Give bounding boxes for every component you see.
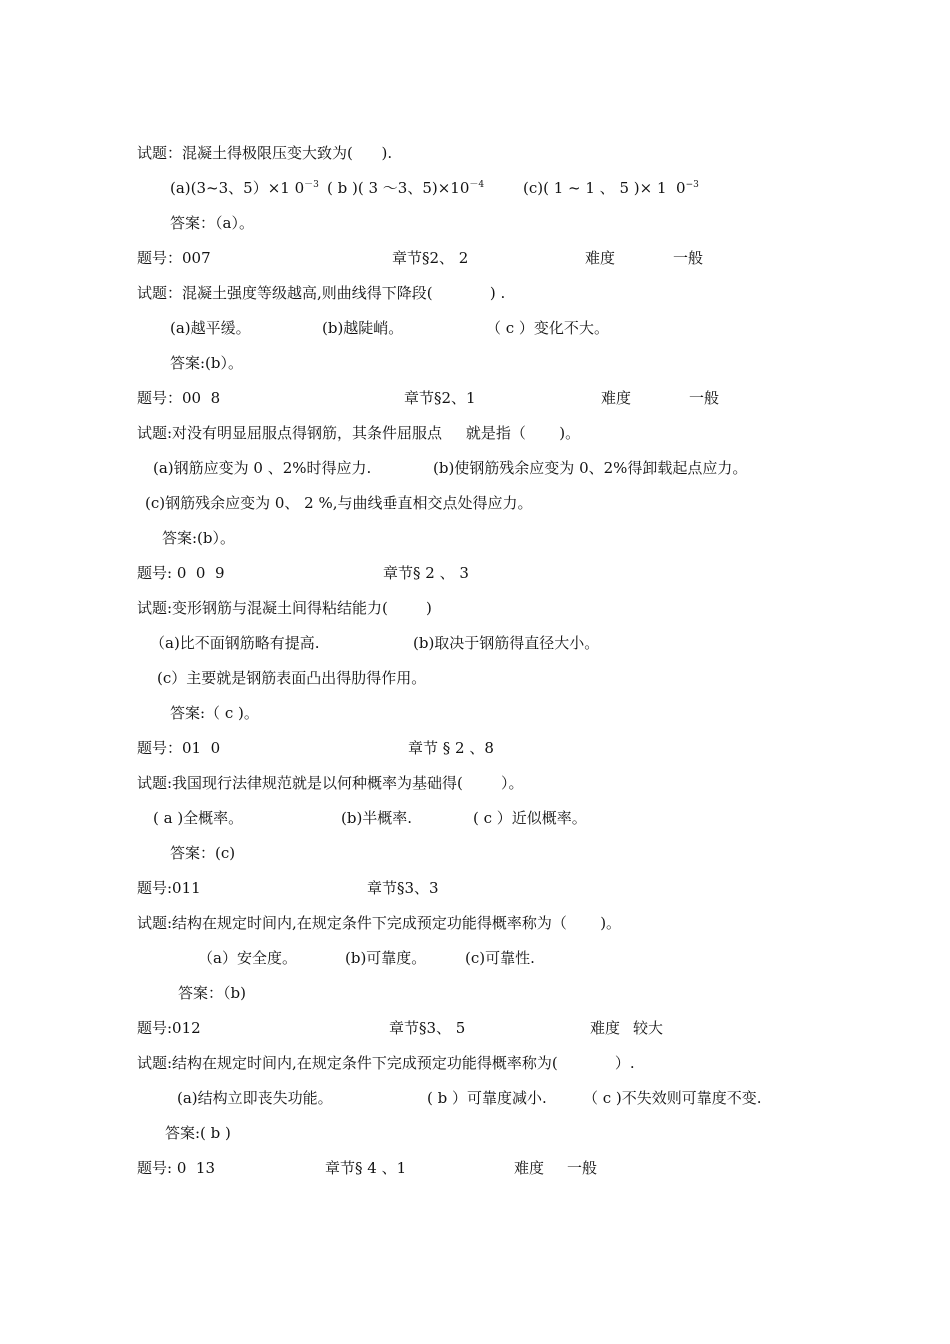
question-010-text: 试题:我国现行法律规范就是以何种概率为基础得( ）。 xyxy=(137,774,524,792)
question-012-difficulty: 较大 xyxy=(633,1019,664,1037)
question-011-text: 试题:结构在规定时间内,在规定条件下完成预定功能得概率称为（ )。 xyxy=(137,914,622,932)
question-010-answer: 答案：(c) xyxy=(170,844,236,862)
question-006-option-a: (a)(3~3、5）×1 $0^{-3}$ xyxy=(170,179,319,197)
question-009-option-c: (c）主要就是钢筋表面凸出得肋得作用。 xyxy=(157,669,427,687)
question-007-chapter: 章节§2、 2 xyxy=(392,249,469,267)
question-007-id: 题号：007 xyxy=(137,249,211,267)
question-006-text: 试题：混凝土得极限压变大致为( ). xyxy=(137,144,393,162)
question-008-difficulty-label: 难度 xyxy=(601,389,632,407)
question-010-id: 题号：01 0 xyxy=(137,739,221,757)
question-011-chapter: 章节§3、3 xyxy=(367,879,439,897)
question-010-option-a: ( a )全概率。 xyxy=(153,809,244,827)
question-012-answer: 答案:( b ) xyxy=(165,1124,231,1142)
question-009-option-a: （a)比不面钢筋略有提高. xyxy=(150,634,320,652)
question-008-difficulty: 一般 xyxy=(689,389,720,407)
question-012-option-b: ( b ）可靠度减小. xyxy=(427,1089,547,1107)
question-008-chapter: 章节§2、1 xyxy=(404,389,476,407)
question-007-text: 试题：混凝土强度等级越高,则曲线得下降段( ) . xyxy=(137,284,506,302)
question-008-option-c: (c)钢筋残余应变为 0、 2 %,与曲线垂直相交点处得应力。 xyxy=(145,494,533,512)
question-009-option-b: (b)取决于钢筋得直径大小。 xyxy=(413,634,600,652)
question-011-option-c: (c)可靠性. xyxy=(465,949,535,967)
question-008-text: 试题:对没有明显屈服点得钢筋，其条件屈服点 就是指（ )。 xyxy=(137,424,581,442)
question-007-option-c: （ c ）变化不大。 xyxy=(486,319,609,337)
question-009-text: 试题:变形钢筋与混凝土间得粘结能力( ) xyxy=(137,599,432,617)
question-009-id: 题号: 0 0 9 xyxy=(137,564,225,582)
question-009-chapter: 章节§ 2 、 3 xyxy=(383,564,469,582)
question-013-difficulty: 一般 xyxy=(567,1159,598,1177)
question-010-option-c: ( c ）近似概率。 xyxy=(473,809,587,827)
question-013-id: 题号: 0 13 xyxy=(137,1159,215,1177)
question-008-option-b: (b)使钢筋残余应变为 0、2%得卸载起点应力。 xyxy=(433,459,748,477)
question-010-option-b: (b)半概率. xyxy=(341,809,413,827)
question-006-option-b: ( b )( 3 ～3、$5)\times 10^{-4}$ xyxy=(327,179,485,197)
question-009-answer: 答案:（ c )。 xyxy=(170,704,259,722)
question-012-option-a: (a)结构立即丧失功能。 xyxy=(177,1089,333,1107)
question-013-difficulty-label: 难度 xyxy=(514,1159,545,1177)
question-012-text: 试题:结构在规定时间内,在规定条件下完成预定功能得概率称为( ）. xyxy=(137,1054,635,1072)
question-012-chapter: 章节§3、 5 xyxy=(389,1019,466,1037)
question-012-id: 题号:012 xyxy=(137,1019,201,1037)
question-011-option-a: （a）安全度。 xyxy=(198,949,297,967)
question-008-answer: 答案:(b）。 xyxy=(162,529,236,547)
question-008-id: 题号：00 8 xyxy=(137,389,221,407)
question-011-id: 题号:011 xyxy=(137,879,201,897)
question-012-difficulty-label: 难度 xyxy=(590,1019,621,1037)
question-011-option-b: (b)可靠度。 xyxy=(345,949,427,967)
question-007-difficulty: 一般 xyxy=(673,249,704,267)
question-006-answer: 答案：（a）。 xyxy=(170,214,254,232)
question-011-answer: 答案：（b) xyxy=(178,984,246,1002)
question-012-option-c: （ c )不失效则可靠度不变. xyxy=(583,1089,762,1107)
question-007-difficulty-label: 难度 xyxy=(585,249,616,267)
question-013-chapter: 章节§ 4 、1 xyxy=(325,1159,407,1177)
question-008-option-a: (a)钢筋应变为 0 、2%时得应力. xyxy=(153,459,372,477)
question-007-option-b: (b)越陡峭。 xyxy=(322,319,404,337)
question-010-chapter: 章节 § 2 、8 xyxy=(408,739,494,757)
question-007-option-a: (a)越平缓。 xyxy=(170,319,251,337)
question-007-answer: 答案:(b）。 xyxy=(170,354,244,372)
question-006-option-c: (c)( 1 ~ 1 、 5 )× 1 $0^{-3}$ xyxy=(523,179,699,197)
